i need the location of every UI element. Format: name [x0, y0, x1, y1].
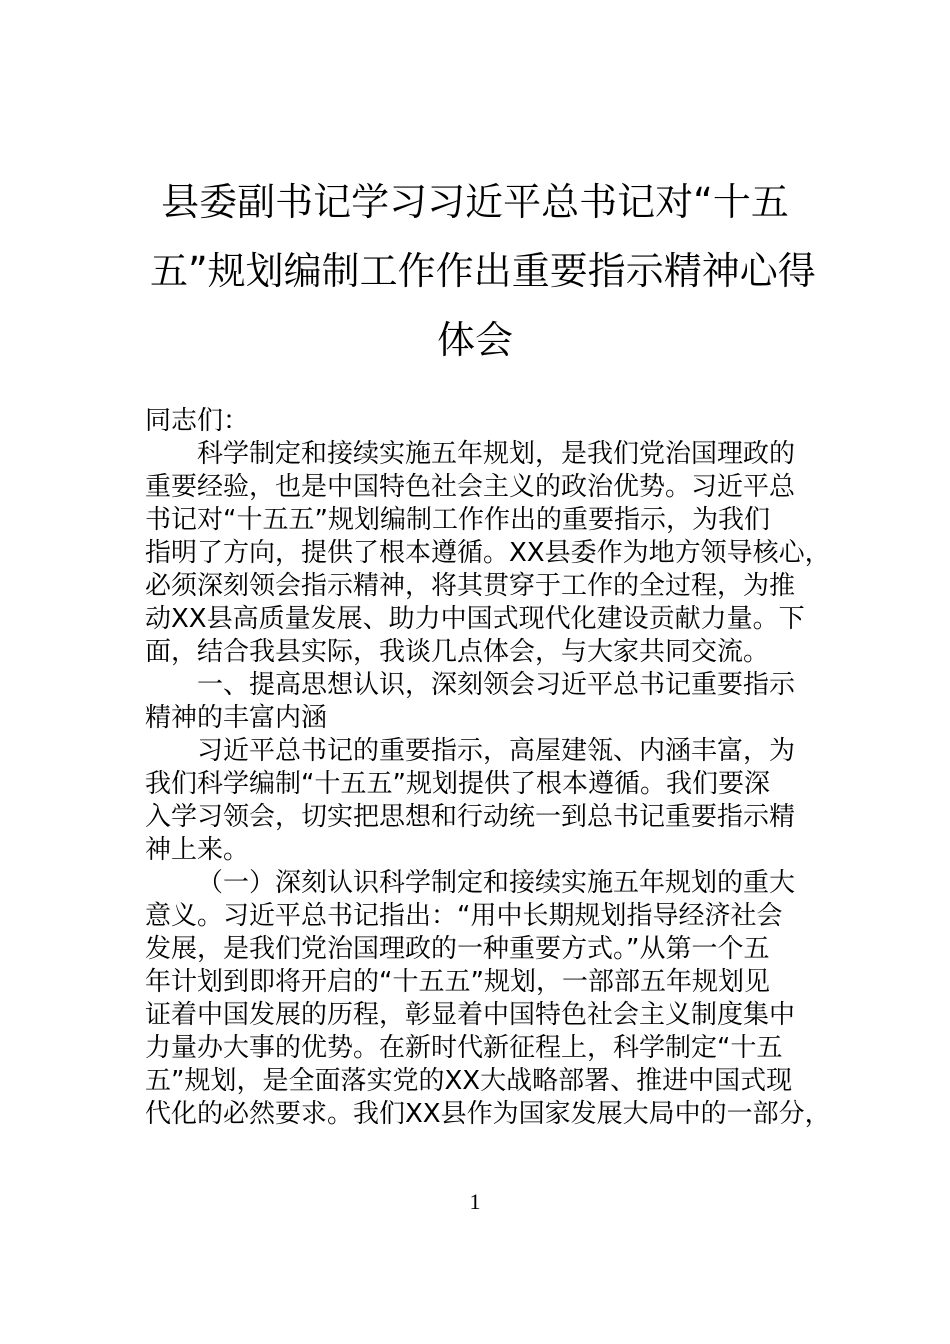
- paragraph-line: 必须深刻领会指示精神，将其贯穿于工作的全过程，为推: [145, 571, 796, 601]
- paragraph-line: 发展，是我们党治国理政的一种重要方式。”从第一个五: [145, 934, 770, 964]
- paragraph-line: 指明了方向，提供了根本遵循。XX县委作为地方领导核心，: [145, 538, 831, 568]
- paragraph-line: 入学习领会，切实把思想和行动统一到总书记重要指示精: [145, 802, 796, 832]
- paragraph-line: 年计划到即将开启的“十五五”规划，一部部五年规划见: [145, 967, 770, 997]
- document-body: [145, 405, 831, 1131]
- page-number: 1: [469, 1189, 481, 1214]
- paragraph-line: 力量办大事的优势。在新时代新征程上，科学制定“十五: [145, 1033, 783, 1063]
- paragraph-line: 面，结合我县实际，我谈几点体会，与大家共同交流。: [145, 637, 770, 667]
- section-heading-line: 精神的丰富内涵: [145, 703, 328, 733]
- paragraph-line: 五”规划，是全面落实党的XX大战略部署、推进中国式现: [145, 1066, 793, 1096]
- paragraph-line: （一）深刻认识科学制定和接续实施五年规划的重大: [197, 868, 796, 898]
- paragraph-line: 书记对“十五五”规划编制工作作出的重要指示，为我们: [145, 505, 770, 535]
- paragraph-line: 代化的必然要求。我们XX县作为国家发展大局中的一部分，: [145, 1099, 831, 1129]
- title-line-3: 体会: [436, 318, 513, 362]
- salutation: 同志们：: [145, 406, 250, 436]
- paragraph-line: 重要经验，也是中国特色社会主义的政治优势。习近平总: [145, 472, 796, 502]
- paragraph-line: 动XX县高质量发展、助力中国式现代化建设贡献力量。下: [145, 604, 805, 634]
- paragraph-line: 习近平总书记的重要指示，高屋建瓴、内涵丰富，为: [197, 736, 796, 766]
- paragraph-line: 科学制定和接续实施五年规划，是我们党治国理政的: [197, 439, 796, 469]
- title-line-2: 五”规划编制工作作出重要指示精神心得: [150, 249, 816, 293]
- paragraph-line: 我们科学编制“十五五”规划提供了根本遵循。我们要深: [145, 769, 770, 799]
- paragraph-line: 意义。习近平总书记指出：“用中长期规划指导经济社会: [145, 901, 783, 931]
- title-line-1: 县委副书记学习习近平总书记对“十五: [161, 180, 789, 224]
- section-heading-line: 一、提高思想认识，深刻领会习近平总书记重要指示: [197, 670, 796, 700]
- document-title: [150, 168, 816, 375]
- paragraph-line: 证着中国发展的历程，彰显着中国特色社会主义制度集中: [145, 1000, 796, 1030]
- paragraph-line: 神上来。: [145, 835, 250, 865]
